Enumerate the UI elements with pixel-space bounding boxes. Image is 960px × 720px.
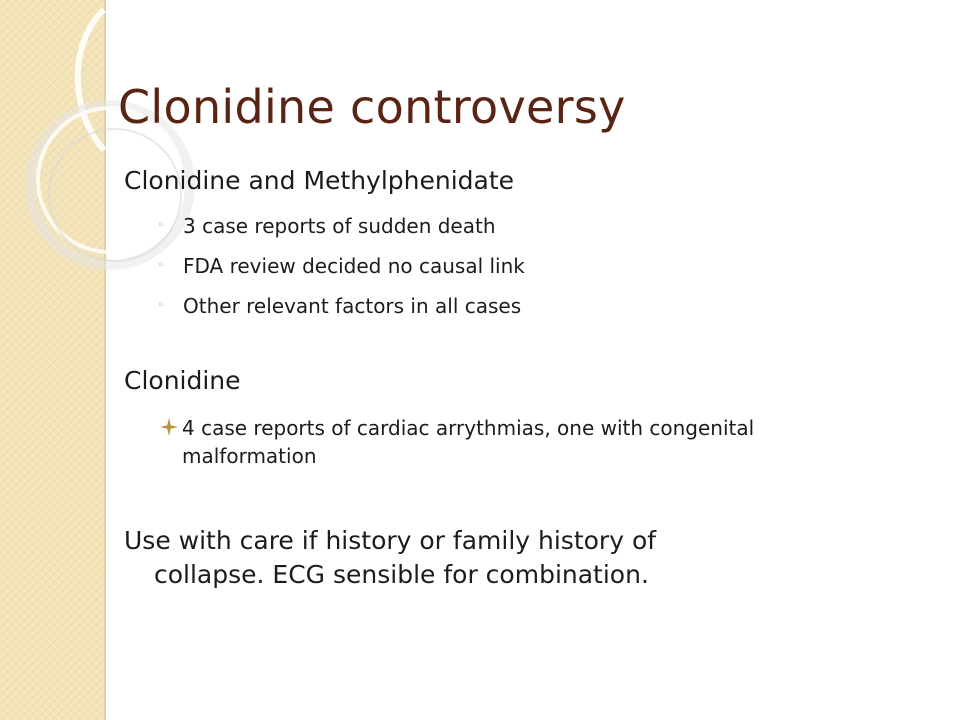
circle-bullet-icon: ◦	[157, 298, 165, 313]
list-item	[157, 254, 525, 294]
closing-line-2: collapse. ECG sensible for combination.	[154, 560, 649, 589]
circle-bullet-icon: ◦	[157, 258, 165, 273]
bullet-text: Other relevant factors in all cases	[183, 294, 522, 318]
closing-line-1: Use with care if history or family history of	[124, 526, 657, 555]
section-heading-clonidine: Clonidine	[124, 366, 241, 395]
list-item	[157, 214, 525, 254]
bullet-list-methylphenidate	[157, 214, 525, 334]
bullet-text: 3 case reports of sudden death	[183, 214, 496, 238]
circle-bullet-icon: ◦	[157, 218, 165, 233]
four-point-star-icon	[160, 418, 178, 436]
section-heading-clonidine-methylphenidate: Clonidine and Methylphenidate	[124, 166, 515, 195]
bullet-text: FDA review decided no causal link	[183, 254, 525, 278]
closing-statement	[124, 524, 824, 592]
clonidine-bullet-text: 4 case reports of cardiac arrythmias, one with congenital malformation	[182, 416, 755, 468]
list-item	[157, 294, 525, 334]
decorative-arc-top	[78, 10, 104, 150]
slide-title: Clonidine controversy	[118, 80, 626, 134]
